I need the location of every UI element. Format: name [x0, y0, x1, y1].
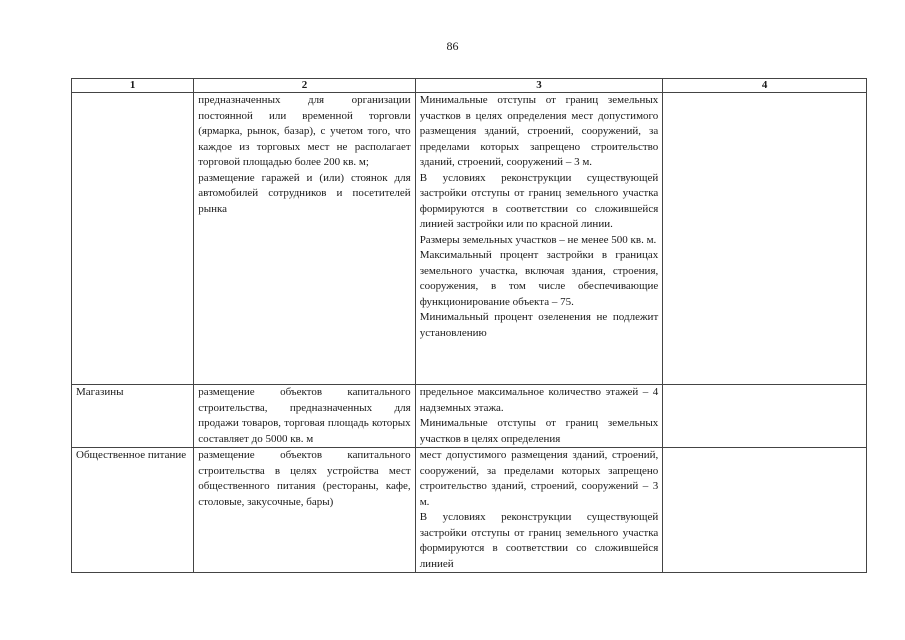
table-row: [72, 385, 867, 448]
page-number: 86: [446, 39, 459, 53]
cell-paragraph: Размеры земельных участков – не менее 500 кв. м.: [419, 233, 657, 246]
parameters-cell: [415, 385, 663, 448]
cell-paragraph: В условиях реконструкции существующей застройки отступы от границ земельного участка формируются в соответствии со сложившейся линией: [419, 511, 659, 570]
cell-paragraph: Минимальный процент озеленения не подлежит установлению: [419, 311, 659, 339]
column-header: 2: [194, 79, 415, 93]
use-type-cell: [72, 448, 194, 573]
use-type-cell: [72, 385, 194, 448]
cell-paragraph: Минимальные отступы от границ земельных участков в целях определения мест допустимого размещения зданий, строений, сооружений, за пределами которых запрещено строительство зданий, строений, сооружений – 3 м.: [419, 94, 659, 168]
use-description-cell: [194, 385, 415, 448]
column-header: 1: [72, 79, 194, 93]
table-header-row: [72, 79, 867, 93]
cell-paragraph: предназначенных для организации постоянной или временной торговли (ярмарка, рынок, базар), с учетом того, что каждое из торговых мест не располагает торговой площадью более 200 кв. м;: [198, 94, 411, 168]
cell-paragraph: Максимальный процент застройки в границах земельного участка, включая здания, строения, сооружения, в том числе обеспечивающие функционирование объекта – 75.: [419, 249, 659, 308]
cell-paragraph: Минимальные отступы от границ земельных участков в целях определения: [419, 417, 659, 445]
cell-paragraph: размещение гаражей и (или) стоянок для автомобилей сотрудников и посетителей рынка: [198, 171, 411, 215]
cell-paragraph: мест допустимого размещения зданий, строений, сооружений, за пределами которых запрещено строительство зданий, строений, сооружений – 3 м.: [419, 449, 659, 508]
notes-cell: [663, 93, 867, 385]
table-row: [72, 93, 867, 385]
table-row: [72, 448, 867, 573]
parameters-cell: [415, 93, 663, 385]
notes-cell: [663, 448, 867, 573]
notes-cell: [663, 385, 867, 448]
cell-paragraph: размещение объектов капитального строительства, предназначенных для продажи товаров, торговая площадь которых составляет до 5000 кв. м: [198, 386, 411, 445]
cell-paragraph: В условиях реконструкции существующей застройки отступы от границ земельного участка формируются в соответствии со сложившейся линией застройки или по красной линии.: [419, 171, 659, 230]
parameters-cell: [415, 448, 663, 573]
cell-paragraph: Магазины: [76, 386, 124, 398]
cell-paragraph: размещение объектов капитального строительства в целях устройства мест общественного питания (рестораны, кафе, столовые, закусочные, бары): [198, 449, 411, 508]
column-header: 3: [415, 79, 663, 93]
cell-paragraph: предельное максимальное количество этажей – 4 надземных этажа.: [419, 386, 659, 414]
use-description-cell: [194, 448, 415, 573]
use-type-cell: [72, 93, 194, 385]
cell-paragraph: Общественное питание: [76, 449, 187, 461]
use-description-cell: [194, 93, 415, 385]
regulations-table: [71, 78, 867, 573]
column-header: 4: [663, 79, 867, 93]
